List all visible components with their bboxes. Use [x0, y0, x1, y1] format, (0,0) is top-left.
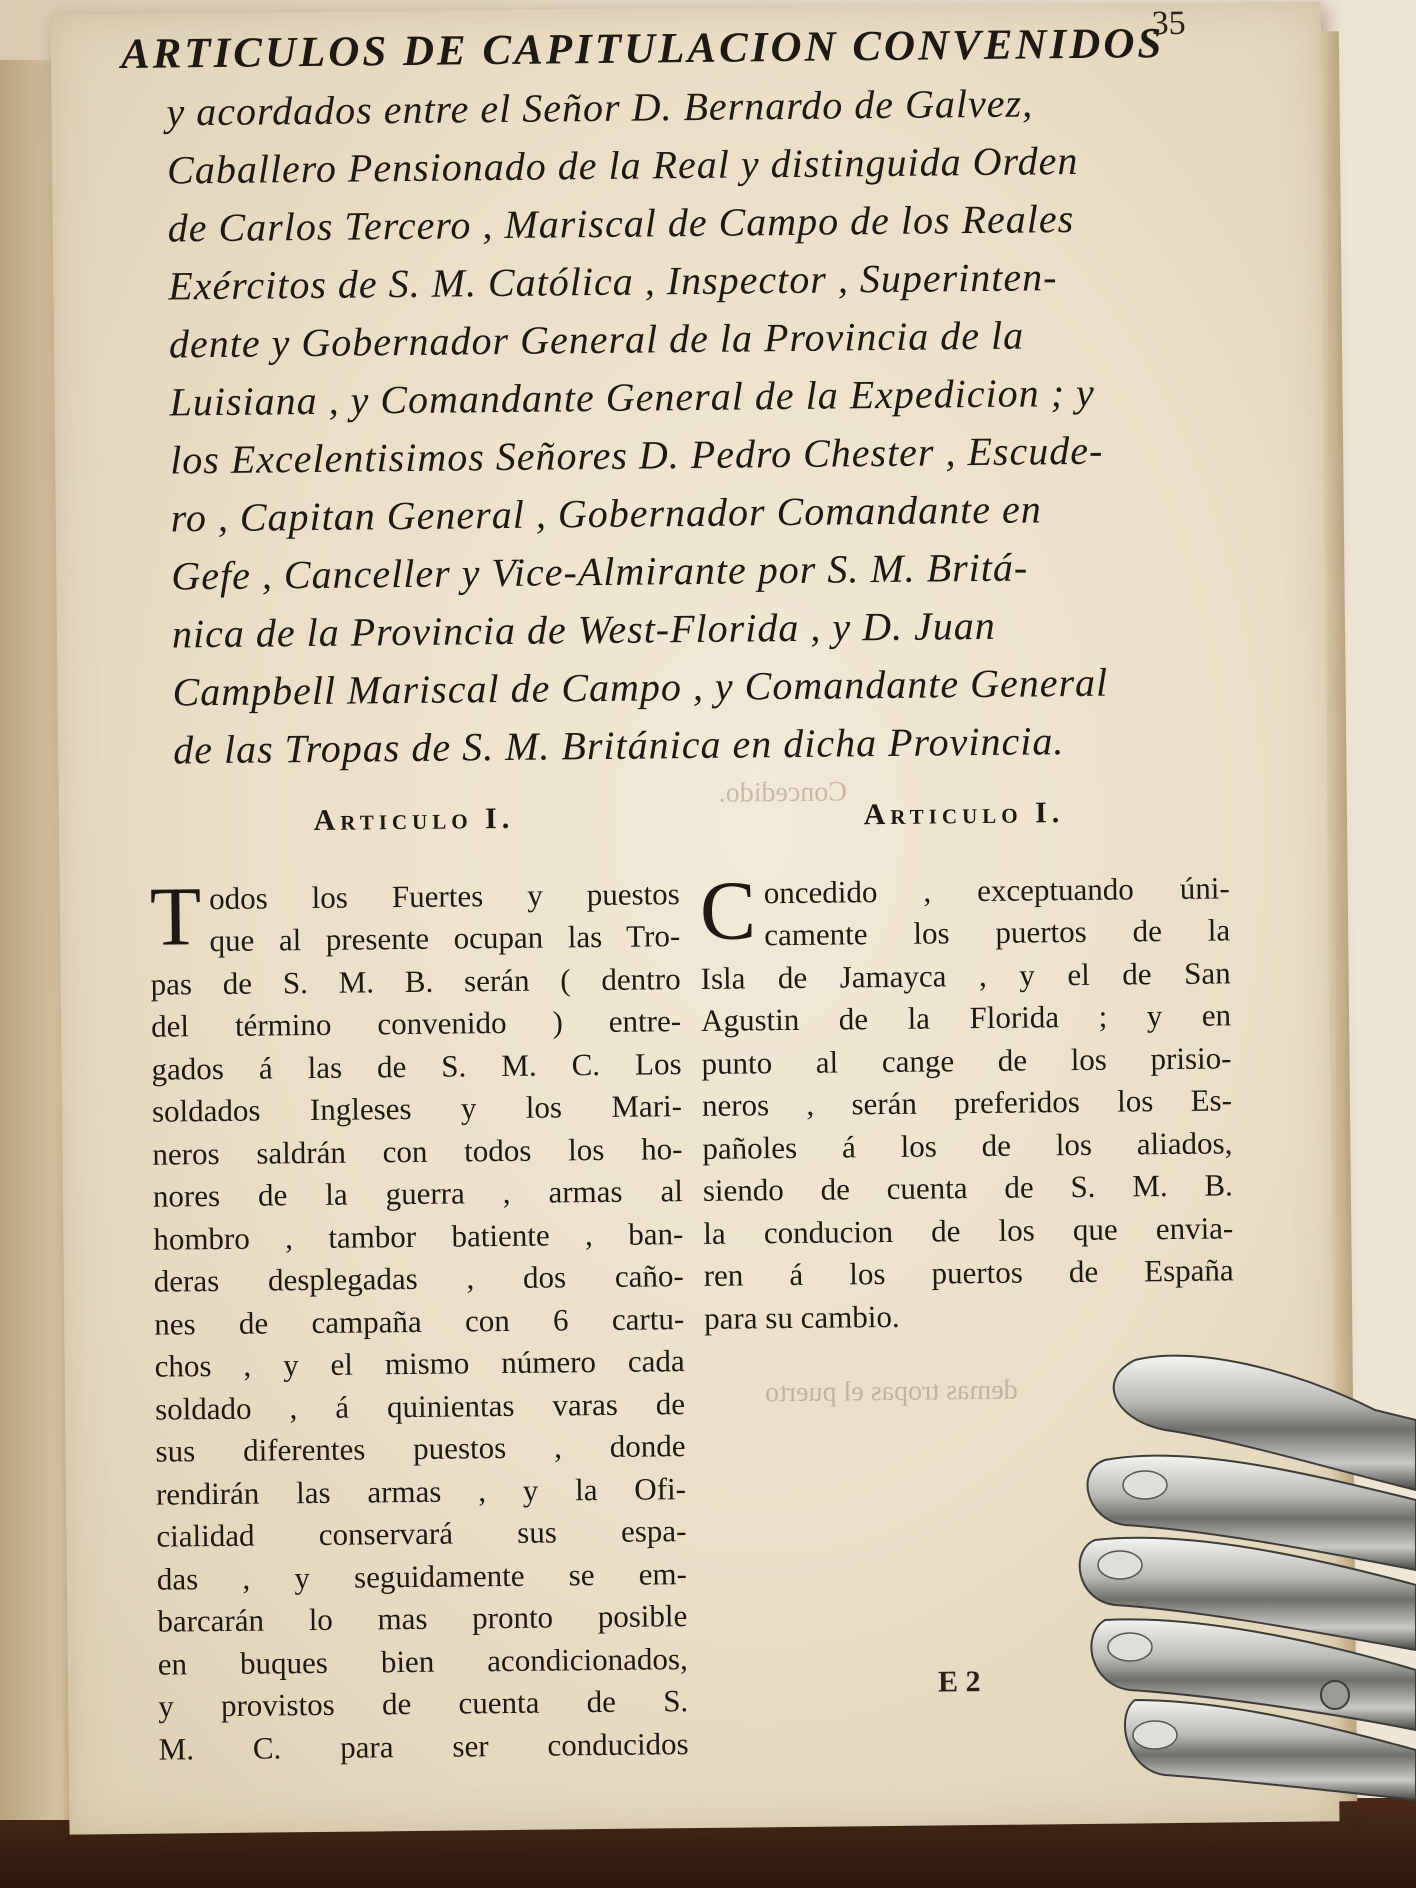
text-line: ren á los puertos de España	[703, 1252, 1234, 1293]
text-line: que al presente ocupan las Tro-	[209, 918, 681, 959]
header-line: Campbell Mariscal de Campo , y Comandante General	[172, 659, 1109, 715]
article-text	[149, 869, 689, 1771]
text-line: neros saldrán con todos los ho-	[152, 1130, 683, 1172]
drop-cap: C	[699, 863, 757, 958]
text-line: Isla de Jamayca , y el de San	[700, 954, 1231, 996]
text-line: la conducion de los que envia-	[703, 1209, 1234, 1251]
text-line: en buques bien acondicionados,	[157, 1640, 688, 1682]
bleed-through-text: Concedido.	[718, 776, 848, 809]
text-line: chos , y el mismo número cada	[154, 1343, 685, 1384]
header-line: y acordados entre el Señor D. Bernardo de Galvez,	[166, 80, 1034, 135]
text-line: sus diferentes puestos , donde	[155, 1428, 686, 1469]
text-line: nores de la guerra , armas al	[152, 1173, 684, 1214]
text-line: soldados Ingleses y los Mari-	[151, 1088, 683, 1129]
text-line: M. C. para ser conducidos	[158, 1725, 689, 1767]
left-column	[149, 796, 689, 1770]
text-line: soldado , á quinientas varas de	[154, 1385, 686, 1427]
text-line: para su cambio.	[704, 1298, 900, 1336]
text-line: hombro , tambor batiente , ban-	[153, 1215, 684, 1257]
drop-cap: T	[149, 869, 202, 964]
text-line: Agustin de la Florida ; y en	[700, 997, 1232, 1038]
bleed-through-text: demas tropas el puerto	[764, 1374, 1018, 1409]
text-line: neros , serán preferidos los Es-	[701, 1082, 1233, 1123]
page-number: 35	[1151, 4, 1186, 43]
text-line: pas de S. M. B. serán ( dentro	[150, 960, 681, 1002]
article-heading: Articulo I.	[313, 801, 515, 837]
document-title: ARTICULOS DE CAPITULACION CONVENIDOS	[120, 20, 1165, 78]
text-line: barcarán lo mas pronto posible	[157, 1598, 688, 1639]
header-line: ro , Capitan General , Gobernador Comandante en	[170, 486, 1043, 541]
article-heading: Articulo I.	[863, 796, 1065, 832]
text-line: das , y seguidamente se em-	[156, 1555, 688, 1597]
text-line: pañoles á los de los aliados,	[702, 1124, 1233, 1166]
text-line: odos los Fuertes y puestos	[208, 875, 680, 916]
article-text	[699, 863, 1235, 1340]
text-line: siendo de cuenta de S. M. B.	[702, 1167, 1234, 1208]
text-line: cialidad conservará sus espa-	[156, 1513, 687, 1554]
header-line: dente y Gobernador General de la Provincia de la	[168, 312, 1025, 367]
header-line: Gefe , Canceller y Vice-Almirante por S. M. Britá-	[171, 544, 1029, 599]
header-line: los Excelentisimos Señores D. Pedro Chester , Escude-	[169, 427, 1104, 483]
text-line: punto al cange de los prisio-	[701, 1039, 1232, 1081]
text-line: del término convenido ) entre-	[150, 1003, 682, 1044]
text-line: rendirán las armas , y la Ofi-	[155, 1470, 687, 1512]
text-line: oncedido , exceptuando úni-	[763, 869, 1230, 910]
header-line: Luisiana , y Comandante General de la Expedicion ; y	[169, 369, 1095, 425]
text-line: camente los puertos de la	[764, 912, 1231, 953]
catchword-signature: E 2	[937, 1665, 981, 1699]
document-header	[121, 14, 1249, 780]
header-line: Caballero Pensionado de la Real y distinguida Orden	[166, 137, 1079, 193]
right-column	[699, 790, 1235, 1340]
header-line: de Carlos Tercero , Mariscal de Campo de los Reales	[167, 195, 1075, 251]
header-line: nica de la Provincia de West-Florida , y D. Juan	[171, 602, 996, 657]
text-line: nes de campaña con 6 cartu-	[154, 1300, 685, 1342]
text-line: deras desplegadas , dos caño-	[153, 1258, 684, 1299]
header-line: Exércitos de S. M. Católica , Inspector , Superinten-	[168, 254, 1058, 309]
silver-hand-paperweight	[1075, 1350, 1416, 1810]
header-line: de las Tropas de S. M. Británica en dicha Provincia.	[172, 718, 1065, 773]
text-line: gados á las de S. M. C. Los	[151, 1045, 682, 1087]
text-line: y provistos de cuenta de S.	[158, 1683, 689, 1724]
